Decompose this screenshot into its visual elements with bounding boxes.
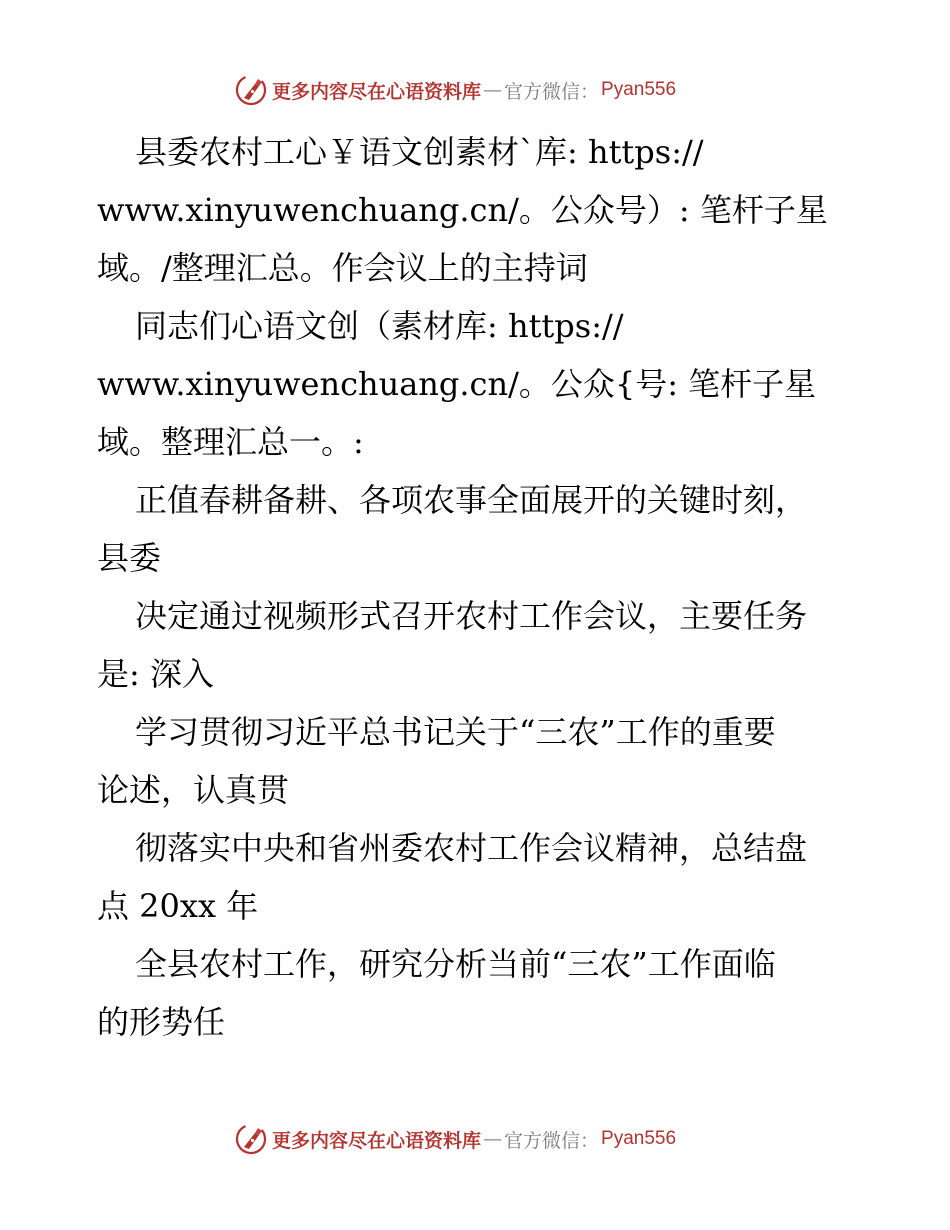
header-wechat-id: Pyan556 <box>601 79 677 100</box>
pen-nib-circle-icon <box>234 73 268 107</box>
text-line: 点 20xx 年 <box>97 887 259 925</box>
text-line: 县委 <box>97 539 162 577</box>
header-site-name: 更多内容尽在心语资料库 <box>272 80 482 103</box>
text-line: 彻落实中央和省州委农村工作会议精神，总结盘 <box>135 829 808 867</box>
text-line: 决定通过视频形式召开农村工作会议，主要任务 <box>135 597 808 635</box>
text-line: www.xinyuwenchuang.cn/。公众{号: 笔杆子星 <box>97 365 817 403</box>
pen-nib-circle-icon <box>234 1122 268 1156</box>
text-line: 学习贯彻习近平总书记关于“三农”工作的重要 <box>135 713 776 751</box>
text-line: 全县农村工作，研究分析当前“三农”工作面临 <box>135 945 776 983</box>
text-line: 域。/整理汇总。作会议上的主持词 <box>97 249 588 287</box>
footer-banner <box>234 1121 734 1157</box>
footer-wechat-id: Pyan556 <box>601 1128 677 1149</box>
footer-separator: — <box>483 1128 503 1150</box>
footer-site-name: 更多内容尽在心语资料库 <box>272 1129 482 1152</box>
text-line: 县委农村工心￥语文创素材`库: https:// <box>135 133 704 171</box>
text-line: 域。整理汇总一。: <box>97 423 364 461</box>
header-banner <box>234 72 734 108</box>
text-line: 论述，认真贯 <box>97 771 290 809</box>
text-line: 正值春耕备耕、各项农事全面展开的关键时刻， <box>135 481 808 519</box>
text-line: 是: 深入 <box>97 655 214 693</box>
header-wechat-label: 官方微信： <box>504 80 600 103</box>
text-line: 同志们心语文创（素材库: https:// <box>135 307 624 345</box>
text-line: www.xinyuwenchuang.cn/。公众号）: 笔杆子星 <box>97 191 828 229</box>
header-separator: — <box>483 79 503 101</box>
document-body <box>97 123 867 1051</box>
footer-wechat-label: 官方微信： <box>504 1129 600 1152</box>
text-line: 的形势任 <box>97 1003 226 1041</box>
